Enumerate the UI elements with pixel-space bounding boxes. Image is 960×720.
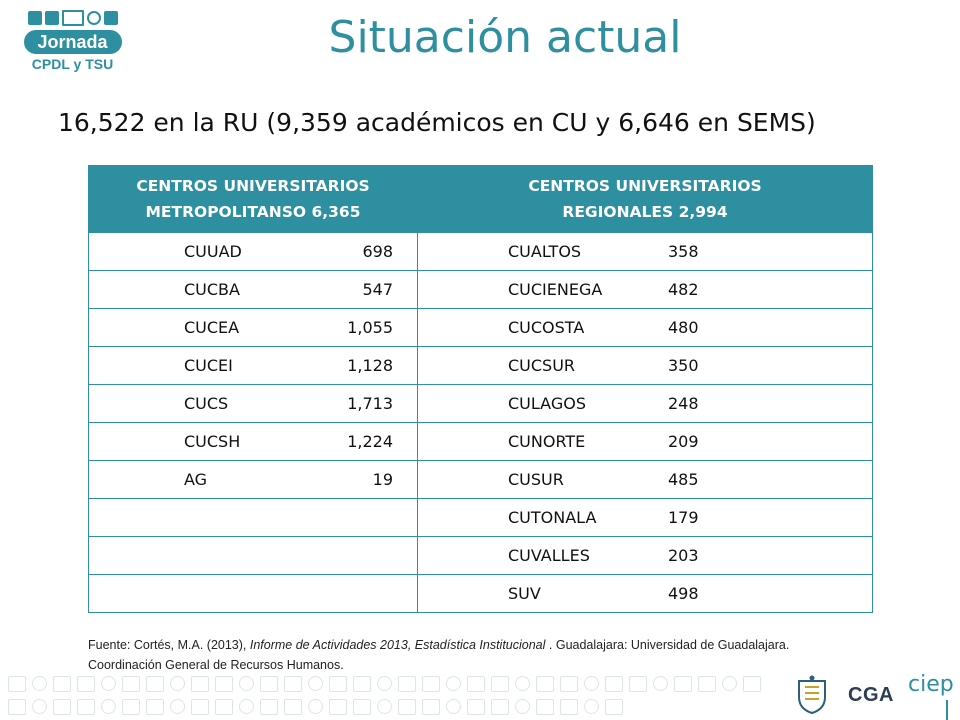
table-row [89,347,873,385]
left-center-cell [89,233,418,271]
slide-title: Situación actual [328,12,682,63]
pattern-icon [491,699,509,715]
pattern-icon [239,676,254,691]
pattern-icon [77,676,95,692]
center-name: CUNORTE [508,432,586,451]
pattern-icon [122,676,140,692]
center-count: 1,055 [347,318,393,337]
pattern-icon [215,676,233,692]
center-name: CUCEI [184,356,233,375]
pattern-icon [101,676,116,691]
pattern-icon [515,699,530,714]
center-name: CUCSUR [508,356,576,375]
pattern-icon [467,699,485,715]
center-count: 547 [362,280,393,299]
center-name: CUCBA [184,280,240,299]
pattern-icon [491,676,509,692]
center-count: 1,128 [347,356,393,375]
pattern-icon [743,676,761,692]
left-center-cell [89,575,418,613]
table-row [89,423,873,461]
pattern-icon [653,676,668,691]
pattern-icon [536,676,554,692]
header-line1: CENTROS UNIVERSITARIOS [136,177,370,195]
ciep-logo-line [946,700,948,720]
center-count: 203 [668,546,699,565]
pattern-icon [170,699,185,714]
pattern-icon [191,676,209,692]
table-row [89,575,873,613]
center-name: CUUAD [184,242,242,261]
pattern-icon [308,699,323,714]
center-count: 485 [668,470,699,489]
source-line2: Coordinación General de Recursos Humanos. [88,658,344,672]
center-count: 1,713 [347,394,393,413]
center-count: 209 [668,432,699,451]
pattern-icon [284,676,302,692]
pattern-icon [53,699,71,715]
left-center-cell [89,271,418,309]
pattern-icon [170,676,185,691]
table-row [89,499,873,537]
table-row [89,271,873,309]
pattern-icon [698,676,716,692]
center-name: AG [184,470,208,489]
ciep-logo: ciep [908,672,954,697]
right-center-cell [418,347,873,385]
pattern-icon [467,676,485,692]
right-center-cell [418,271,873,309]
logo-subtitle: CPDL y TSU [31,56,114,72]
header-line1: CENTROS UNIVERSITARIOS [528,177,762,195]
pattern-icon [353,676,371,692]
center-count: 482 [668,280,699,299]
pattern-icon [77,699,95,715]
pattern-icon [560,676,578,692]
center-count: 498 [668,584,699,603]
center-name: CUCOSTA [508,318,585,337]
source-title: Informe de Actividades 2013, Estadística Institucional [249,638,546,652]
center-name: CUTONALA [508,508,597,527]
pattern-icon [536,699,554,715]
pattern-icon [329,676,347,692]
pattern-icon [560,699,578,715]
table-row [89,309,873,347]
table-row [89,461,873,499]
pattern-icon [446,699,461,714]
left-center-cell [89,309,418,347]
pattern-icon [53,676,71,692]
right-center-cell [418,575,873,613]
center-count: 480 [668,318,699,337]
pattern-icon [398,676,416,692]
pattern-icon [377,676,392,691]
pattern-icon [422,676,440,692]
center-name: CUCEA [184,318,240,337]
pattern-icon [377,699,392,714]
pattern-icon [32,699,47,714]
logo-name: Jornada [24,30,122,54]
pattern-icon [422,699,440,715]
centers-table [88,165,873,613]
header-metropolitan [89,166,418,233]
right-center-cell [418,461,873,499]
right-center-cell [418,499,873,537]
table-row [89,537,873,575]
pattern-icon [101,699,116,714]
header-line2: REGIONALES 2,994 [562,203,728,221]
right-center-cell [418,385,873,423]
center-name: CUVALLES [508,546,590,565]
pattern-icon [260,676,278,692]
pattern-icon [353,699,371,715]
source-prefix: Fuente: Cortés, M.A. (2013), [88,638,250,652]
pattern-icon [122,699,140,715]
pattern-icon [584,699,599,714]
header-regional [418,166,873,233]
table-row [89,233,873,271]
pattern-icon [284,699,302,715]
left-center-cell [89,537,418,575]
pattern-icon [722,676,737,691]
pattern-icon [146,676,164,692]
cga-logo: CGA [848,684,894,706]
center-count: 698 [362,242,393,261]
left-center-cell [89,423,418,461]
slide-subtitle: 16,522 en la RU (9,359 académicos en CU y 6,646 en SEMS) [58,108,816,137]
pattern-icon [329,699,347,715]
table-row [89,385,873,423]
pattern-icon [515,676,530,691]
pattern-icon [584,676,599,691]
center-count: 358 [668,242,699,261]
header-line2: METROPOLITANSO 6,365 [145,203,361,221]
center-name: SUV [508,584,541,603]
pattern-icon [446,676,461,691]
left-center-cell [89,499,418,537]
center-name: CUALTOS [508,242,582,261]
center-count: 19 [372,470,393,489]
pattern-icon [605,676,623,692]
pattern-icon [32,676,47,691]
pattern-icon [629,676,647,692]
source-note [88,635,878,675]
footer-icon-pattern [0,672,780,720]
center-count: 179 [668,508,699,527]
pattern-icon [8,699,26,715]
right-center-cell [418,423,873,461]
center-count: 1,224 [347,432,393,451]
pattern-icon [191,699,209,715]
university-seal-icon [795,675,829,715]
left-center-cell [89,385,418,423]
pattern-icon [260,699,278,715]
pattern-icon [8,676,26,692]
center-count: 350 [668,356,699,375]
pattern-icon [398,699,416,715]
center-name: CULAGOS [508,394,586,413]
pattern-icon [605,699,623,715]
center-name: CUSUR [508,470,564,489]
left-center-cell [89,347,418,385]
pattern-icon [239,699,254,714]
pattern-icon [674,676,692,692]
center-name: CUCIENEGA [508,280,603,299]
table-header-row [89,166,873,233]
left-center-cell [89,461,418,499]
pattern-icon [146,699,164,715]
source-suffix: . Guadalajara: Universidad de Guadalajara. [545,638,790,652]
center-name: CUCS [184,394,229,413]
pattern-icon [308,676,323,691]
pattern-icon [215,699,233,715]
center-count: 248 [668,394,699,413]
center-name: CUCSH [184,432,241,451]
right-center-cell [418,537,873,575]
right-center-cell [418,309,873,347]
right-center-cell [418,233,873,271]
